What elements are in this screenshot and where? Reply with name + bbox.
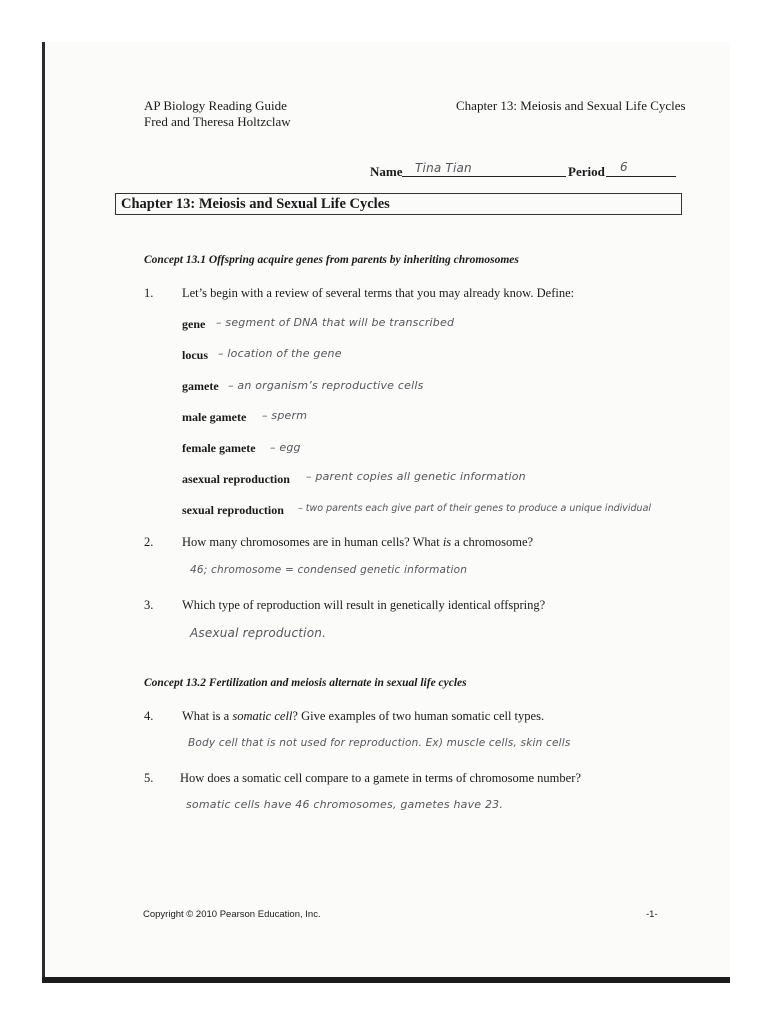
term-asexual-reproduction: asexual reproduction (182, 472, 290, 486)
question-3-number: 3. (144, 598, 154, 612)
chapter-title-box (115, 193, 682, 215)
header-right: Chapter 13: Meiosis and Sexual Life Cycles (456, 98, 686, 113)
answer-2: 46; chromosome = condensed genetic information (190, 564, 468, 576)
answer-male-gamete: – sperm (262, 409, 308, 422)
answer-gene: – segment of DNA that will be transcribed (216, 316, 455, 329)
period-label: Period (568, 164, 605, 179)
header-left-line1: AP Biology Reading Guide (144, 98, 287, 113)
name-label: Name (370, 164, 403, 179)
concept-13-2-heading: Concept 13.2 Fertilization and meiosis alternate in sexual life cycles (144, 677, 467, 689)
period-line (606, 162, 676, 182)
question-1-text: Let’s begin with a review of several terms that you may already know. Define: (182, 286, 575, 300)
term-female-gamete: female gamete (182, 441, 256, 455)
question-1-number: 1. (144, 286, 154, 300)
term-male-gamete: male gamete (182, 410, 247, 424)
term-sexual-reproduction: sexual reproduction (182, 503, 284, 517)
answer-3: Asexual reproduction. (190, 626, 327, 640)
header-left-line2: Fred and Theresa Holtzclaw (144, 114, 291, 129)
footer-page-number: -1- (646, 909, 658, 920)
question-2-number: 2. (144, 535, 154, 549)
answer-5: somatic cells have 46 chromosomes, gametes have 23. (186, 798, 504, 811)
name-value: Tina Tian (415, 161, 472, 175)
concept-13-1-heading: Concept 13.1 Offspring acquire genes from parents by inheriting chromosomes (144, 254, 519, 266)
question-5-number: 5. (144, 771, 154, 785)
answer-gamete: – an organism’s reproductive cells (228, 379, 424, 392)
answer-locus: – location of the gene (218, 347, 342, 360)
answer-asexual-reproduction: – parent copies all genetic information (306, 470, 526, 483)
question-5-text: How does a somatic cell compare to a gamete in terms of chromosome number? (180, 771, 581, 785)
footer-copyright: Copyright © 2010 Pearson Education, Inc. (143, 909, 321, 920)
question-4-number: 4. (144, 709, 154, 723)
page-bottom-edge (42, 977, 730, 983)
chapter-title: Chapter 13: Meiosis and Sexual Life Cycles (121, 196, 390, 212)
answer-female-gamete: – egg (270, 441, 301, 454)
question-3-text: Which type of reproduction will result in genetically identical offspring? (182, 598, 546, 612)
period-value: 6 (620, 160, 628, 174)
term-gene: gene (182, 317, 206, 331)
term-locus: locus (182, 348, 209, 362)
question-2-text: How many chromosomes are in human cells? What is a chromosome? (182, 535, 534, 549)
answer-4: Body cell that is not used for reproduction. Ex) muscle cells, skin cells (188, 737, 571, 749)
answer-sexual-reproduction: – two parents each give part of their genes to produce a unique individual (298, 503, 652, 514)
term-gamete: gamete (182, 379, 219, 393)
question-4-text: What is a somatic cell? Give examples of two human somatic cell types. (182, 709, 545, 723)
